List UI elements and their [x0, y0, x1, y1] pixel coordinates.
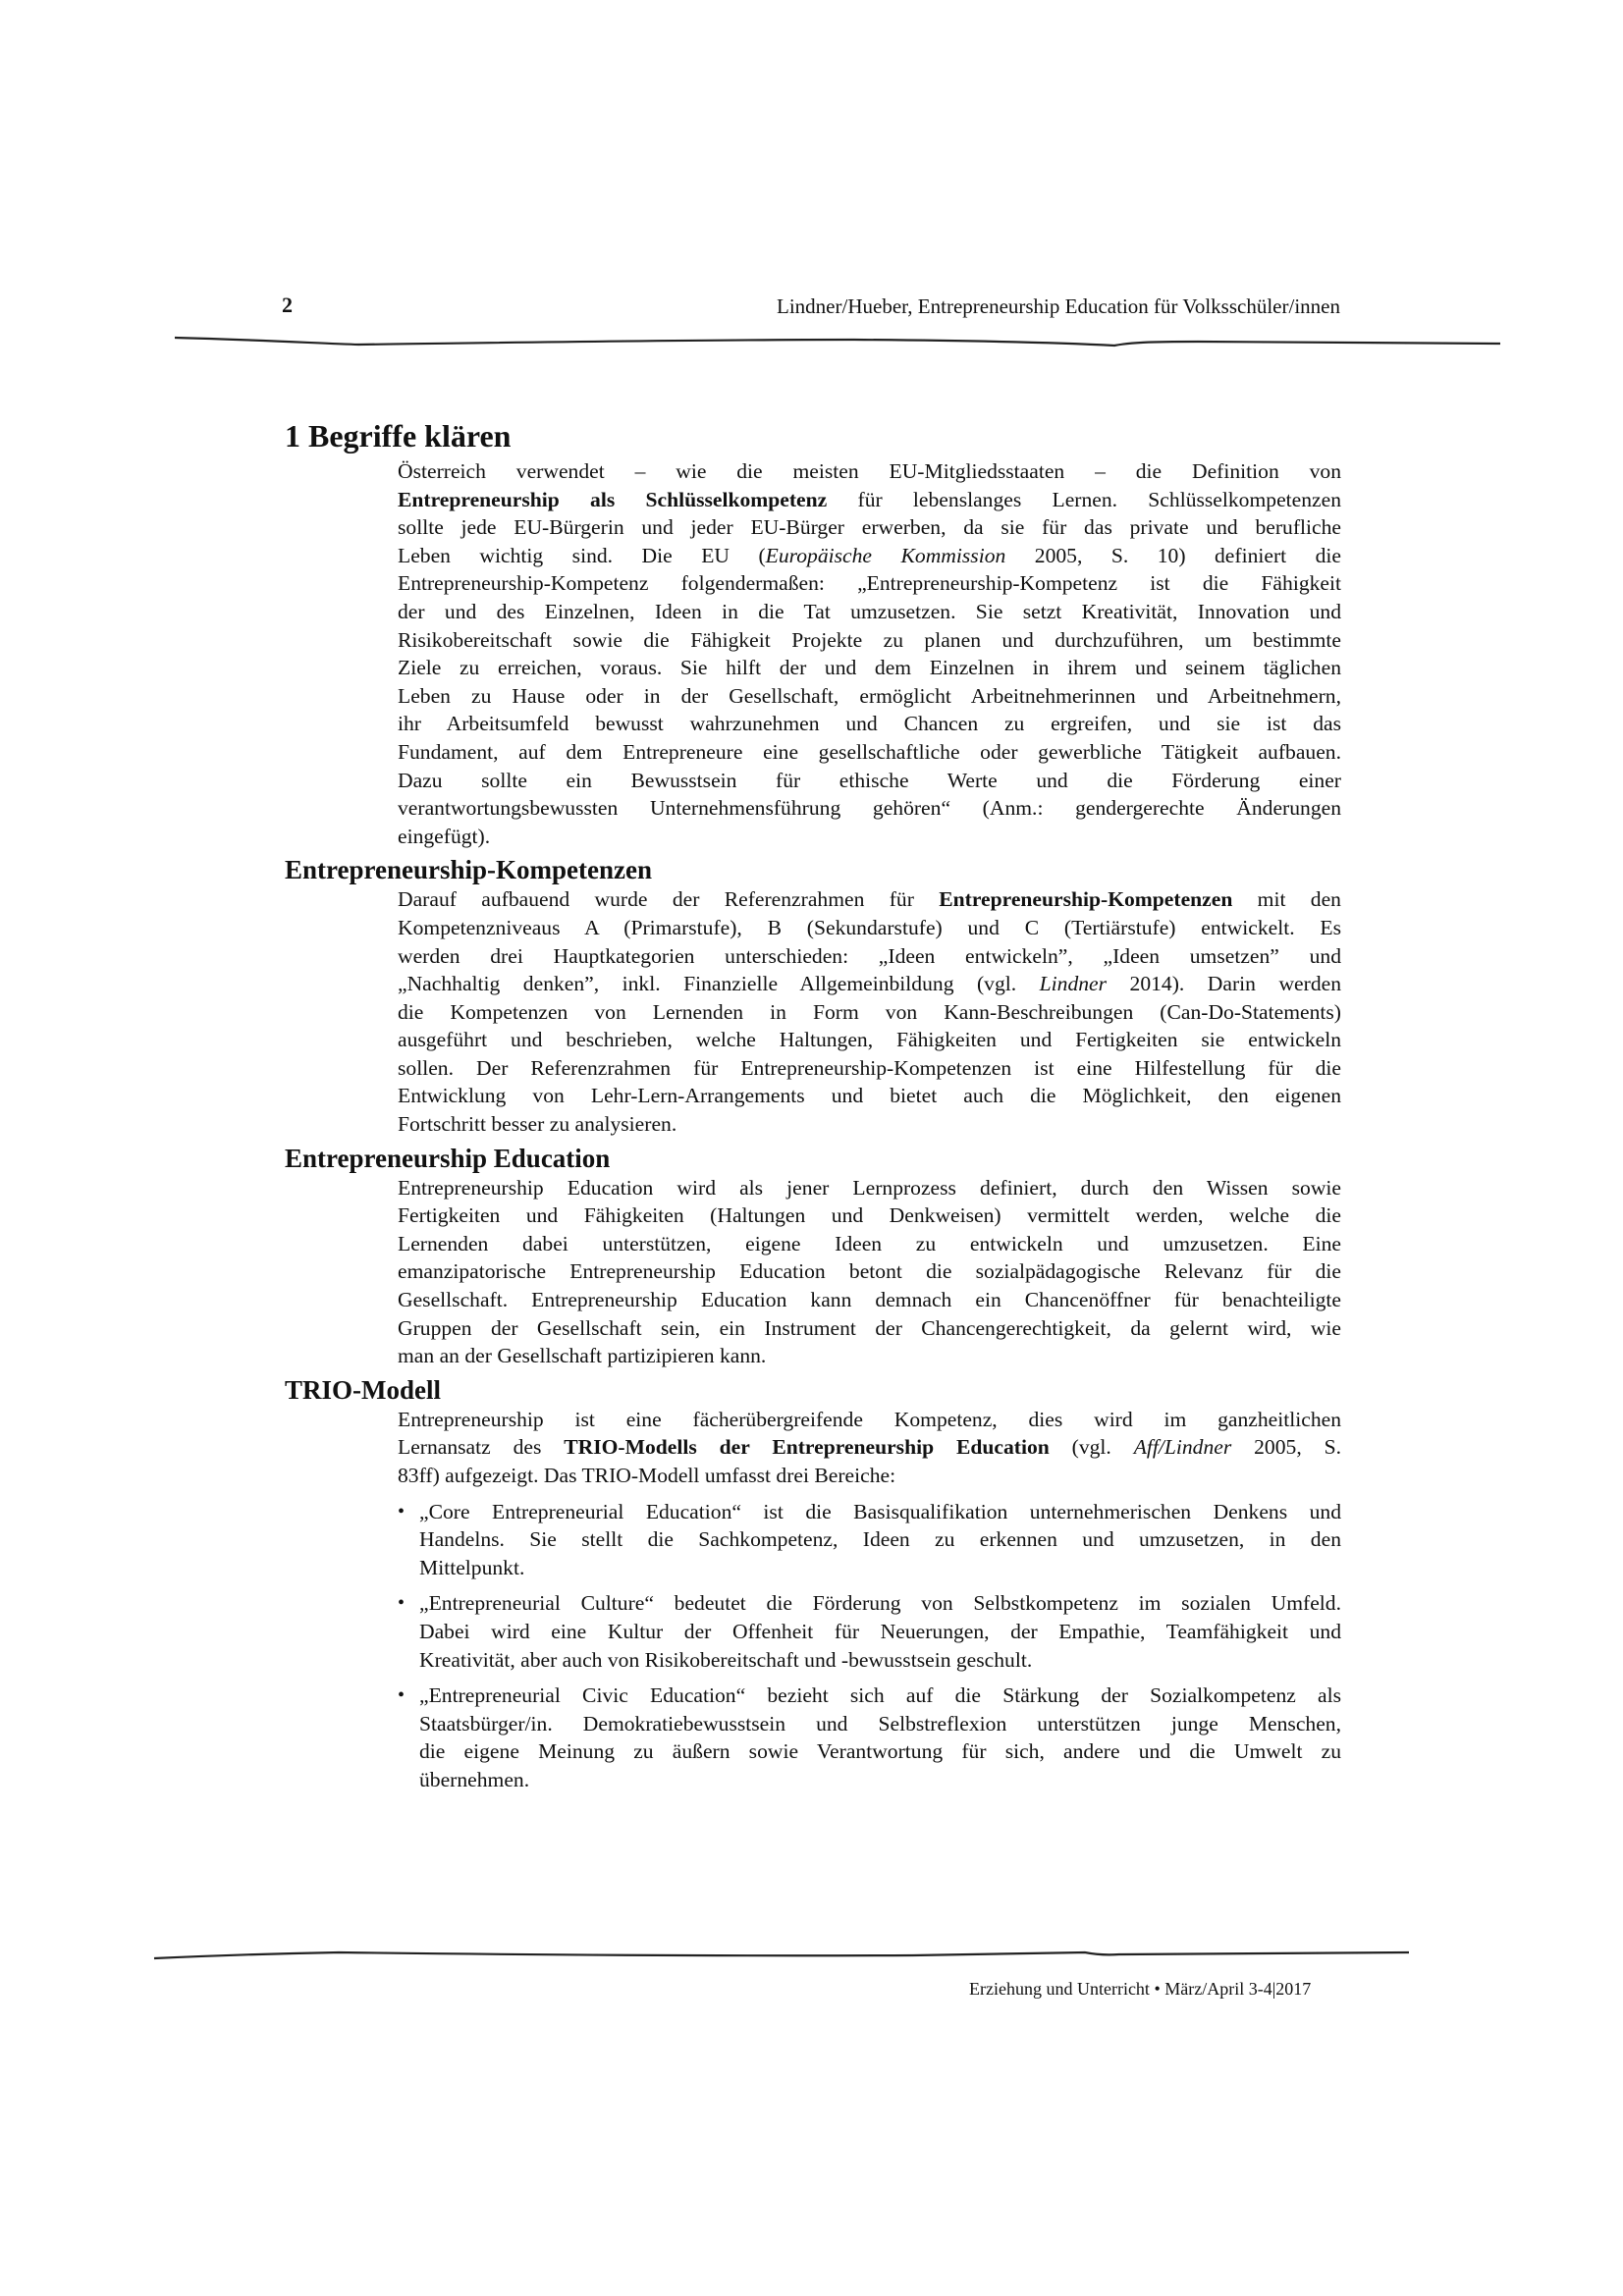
text-run: Entwicklung von Lehr-Lern-Arrangements und bietet auch die Möglichkeit, den eigenen — [398, 1084, 1341, 1108]
text-line — [398, 710, 1341, 738]
text-line — [419, 1766, 1341, 1794]
text-line — [398, 542, 1341, 570]
text-run: Fundament, auf dem Entrepreneure eine gesellschaftliche oder gewerbliche Tätigkeit aufbauen. — [398, 739, 1341, 764]
text-run: „Nachhaltig denken”, inkl. Finanzielle Allgemeinbildung (vgl. — [398, 972, 1040, 996]
text-run: für lebenslanges Lernen. Schlüsselkompetenzen — [827, 487, 1341, 511]
text-line — [398, 767, 1341, 795]
text-line — [398, 1026, 1341, 1054]
text-line — [398, 513, 1341, 542]
text-run: 2014). Darin werden — [1107, 972, 1342, 996]
subheading-trio-modell: TRIO-Modell — [285, 1374, 441, 1405]
text-line — [419, 1710, 1341, 1738]
text-line — [398, 1082, 1341, 1110]
text-line — [419, 1498, 1341, 1526]
text-run: „Core Entrepreneurial Education“ ist die Basisqualifikation unternehmerischen Denkens und — [419, 1499, 1341, 1523]
text-run: Darauf aufbauend wurde der Referenzrahmen für — [398, 887, 940, 912]
text-line — [398, 998, 1341, 1027]
text-run: „Entrepreneurial Culture“ bedeutet die Förderung von Selbstkompetenz im sozialen Umfeld. — [419, 1591, 1341, 1616]
bold-text: TRIO-Modells der Entrepreneurship Education — [564, 1435, 1050, 1460]
text-run: Risikobereitschaft sowie die Fähigkeit Projekte zu planen und durchzuführen, um bestimmte — [398, 627, 1341, 652]
text-line — [398, 626, 1341, 655]
text-line — [398, 823, 1341, 851]
italic-text: Lindner — [1039, 972, 1108, 996]
subheading-entrepreneurship-education: Entrepreneurship Education — [285, 1143, 611, 1173]
bullet-text — [419, 1498, 1341, 1582]
text-line — [398, 1054, 1341, 1083]
text-run: Leben wichtig sind. Die EU ( — [398, 543, 766, 567]
bullet-text — [419, 1589, 1341, 1674]
text-line — [419, 1737, 1341, 1766]
text-line — [398, 654, 1341, 682]
text-run: Kompetenzniveaus A (Primarstufe), B (Sekundarstufe) und C (Tertiärstufe) entwickelt. Es — [398, 915, 1341, 939]
bullet-icon: • — [398, 1592, 406, 1615]
text-line — [419, 1554, 1341, 1582]
text-line — [398, 1462, 1341, 1490]
text-run: ihr Arbeitsumfeld bewusst wahrzunehmen und Chancen zu ergreifen, und sie ist das — [398, 712, 1341, 736]
article-body — [285, 416, 1343, 1802]
trio-bullet-item — [398, 1498, 1341, 1582]
trio-bullet-item — [398, 1682, 1341, 1793]
text-line — [398, 486, 1341, 514]
paragraph-education — [398, 1174, 1341, 1370]
text-run: Leben zu Hause oder in der Gesellschaft, ermöglicht Arbeitnehmerinnen und Arbeitnehmern, — [398, 683, 1341, 708]
text-run: die eigene Meinung zu äußern sowie Verantwortung für sich, andere und die Umwelt zu — [419, 1739, 1341, 1764]
text-run: Dabei wird eine Kultur der Offenheit für Neuerungen, der Empathie, Teamfähigkeit und — [419, 1619, 1341, 1643]
paragraph-definition — [398, 457, 1341, 850]
bullet-icon: • — [398, 1684, 406, 1707]
page-number: 2 — [282, 293, 293, 317]
text-run: Gesellschaft. Entrepreneurship Education kann demnach ein Chancenöffner für benachteiligte — [398, 1288, 1341, 1312]
text-line — [419, 1525, 1341, 1554]
text-line — [398, 794, 1341, 823]
text-run: Fortschritt besser zu analysieren. — [398, 1112, 677, 1137]
text-run: Ziele zu erreichen, voraus. Sie hilft der und dem Einzelnen in ihrem und seinem täglichen — [398, 656, 1341, 680]
text-line — [419, 1589, 1341, 1618]
text-run: eingefügt). — [398, 824, 491, 848]
text-line — [398, 914, 1341, 942]
text-line — [398, 885, 1341, 914]
footer-journal-info: Erziehung und Unterricht • März/April 3-4|2017 — [969, 1979, 1312, 1999]
text-run: verantwortungsbewussten Unternehmensführung gehören“ (Anm.: gendergerechte Änderungen — [398, 796, 1341, 821]
text-line — [398, 1201, 1341, 1230]
text-line — [398, 1314, 1341, 1343]
text-run: emanzipatorische Entrepreneurship Education betont die sozialpädagogische Relevanz für die — [398, 1259, 1341, 1284]
text-line — [419, 1618, 1341, 1646]
section-heading-begriffe-klaeren: 1 Begriffe klären — [285, 418, 512, 454]
text-line — [398, 1257, 1341, 1286]
text-run: der und des Einzelnen, Ideen in die Tat umzusetzen. Sie setzt Kreativität, Innovation und — [398, 599, 1341, 623]
italic-text: Europäische Kommission — [765, 543, 1006, 567]
text-line — [398, 457, 1341, 486]
text-run: Staatsbürger/in. Demokratiebewusstsein und Selbstreflexion unterstützen junge Menschen, — [419, 1711, 1341, 1735]
text-run: die Kompetenzen von Lernenden in Form von Kann-Beschreibungen (Can-Do-Statements) — [398, 999, 1341, 1024]
text-run: 83ff) aufgezeigt. Das TRIO-Modell umfasst drei Bereiche: — [398, 1464, 896, 1487]
text-line — [419, 1682, 1341, 1710]
text-line — [398, 682, 1341, 711]
text-run: Handelns. Sie stellt die Sachkompetenz, Ideen zu erkennen und umzusetzen, in den — [419, 1527, 1341, 1552]
text-line — [398, 569, 1341, 598]
text-run: Entrepreneurship ist eine fächerübergreifende Kompetenz, dies wird im ganzheitlichen — [398, 1407, 1341, 1431]
text-line — [398, 1286, 1341, 1314]
bullet-icon: • — [398, 1500, 406, 1522]
text-run: sollte jede EU-Bürgerin und jeder EU-Bürger erwerben, da sie für das private und berufliche — [398, 515, 1341, 540]
header-divider-line — [175, 338, 1500, 346]
text-line — [398, 1230, 1341, 1258]
running-header-title: Lindner/Hueber, Entrepreneurship Education für Volksschüler/innen — [777, 294, 1340, 318]
text-run: werden drei Hauptkategorien unterschieden: „Ideen entwickeln”, „Ideen umsetzen” und — [398, 943, 1341, 968]
trio-bullet-list — [398, 1498, 1341, 1794]
text-run: Mittelpunkt. — [419, 1555, 525, 1579]
text-run: 2005, S. — [1231, 1435, 1341, 1460]
text-run: Kreativität, aber auch von Risikobereitschaft und -bewusstsein geschult. — [419, 1647, 1033, 1672]
text-line — [398, 1342, 1341, 1370]
text-run: übernehmen. — [419, 1767, 530, 1791]
text-line — [398, 1406, 1341, 1434]
text-run: 2005, S. 10) definiert die — [1005, 543, 1341, 567]
text-run: Lernansatz des — [398, 1435, 565, 1460]
text-line — [398, 738, 1341, 767]
paragraph-kompetenzen — [398, 885, 1341, 1138]
italic-text: Aff/Lindner — [1133, 1435, 1232, 1460]
text-run: Dazu sollte ein Bewusstsein für ethische Werte und die Förderung einer — [398, 768, 1341, 792]
bold-text: Entrepreneurship-Kompetenzen — [939, 887, 1233, 912]
text-run: man an der Gesellschaft partizipieren kann. — [398, 1344, 767, 1368]
text-run: Fertigkeiten und Fähigkeiten (Haltungen und Denkweisen) vermittelt werden, welche die — [398, 1203, 1341, 1228]
bullet-text — [419, 1682, 1341, 1793]
text-run: Entrepreneurship Education wird als jener Lernprozess definiert, durch den Wissen sowie — [398, 1175, 1341, 1200]
text-line — [398, 1110, 1341, 1139]
text-run: (vgl. — [1049, 1435, 1134, 1460]
text-run: Gruppen der Gesellschaft sein, ein Instrument der Chancengerechtigkeit, da gelernt wird, wie — [398, 1315, 1341, 1340]
text-run: Österreich verwendet – wie die meisten EU-Mitgliedsstaaten – die Definition von — [398, 459, 1341, 483]
text-run: mit den — [1232, 887, 1341, 912]
text-run: Lernenden dabei unterstützen, eigene Ideen zu entwickeln und umzusetzen. Eine — [398, 1231, 1341, 1255]
text-run: sollen. Der Referenzrahmen für Entrepreneurship-Kompetenzen ist eine Hilfestellung für die — [398, 1055, 1341, 1080]
text-line — [398, 1174, 1341, 1202]
text-run: „Entrepreneurial Civic Education“ bezieht sich auf die Stärkung der Sozialkompetenz als — [419, 1683, 1341, 1708]
text-line — [398, 970, 1341, 998]
text-run: Entrepreneurship-Kompetenz folgendermaßen: „Entrepreneurship-Kompetenz ist die Fähigkeit — [398, 571, 1341, 596]
paragraph-trio-modell — [398, 1406, 1341, 1490]
text-line — [398, 942, 1341, 971]
text-line — [398, 1433, 1341, 1462]
footer-divider-line — [154, 1952, 1409, 1958]
bold-text: Entrepreneurship als Schlüsselkompetenz — [398, 487, 828, 511]
text-line — [398, 598, 1341, 626]
text-line — [419, 1646, 1341, 1675]
subheading-entrepreneurship-kompetenzen: Entrepreneurship-Kompetenzen — [285, 855, 652, 885]
text-run: ausgeführt und beschrieben, welche Haltungen, Fähigkeiten und Fertigkeiten sie entwickeln — [398, 1028, 1341, 1052]
trio-bullet-item — [398, 1589, 1341, 1674]
